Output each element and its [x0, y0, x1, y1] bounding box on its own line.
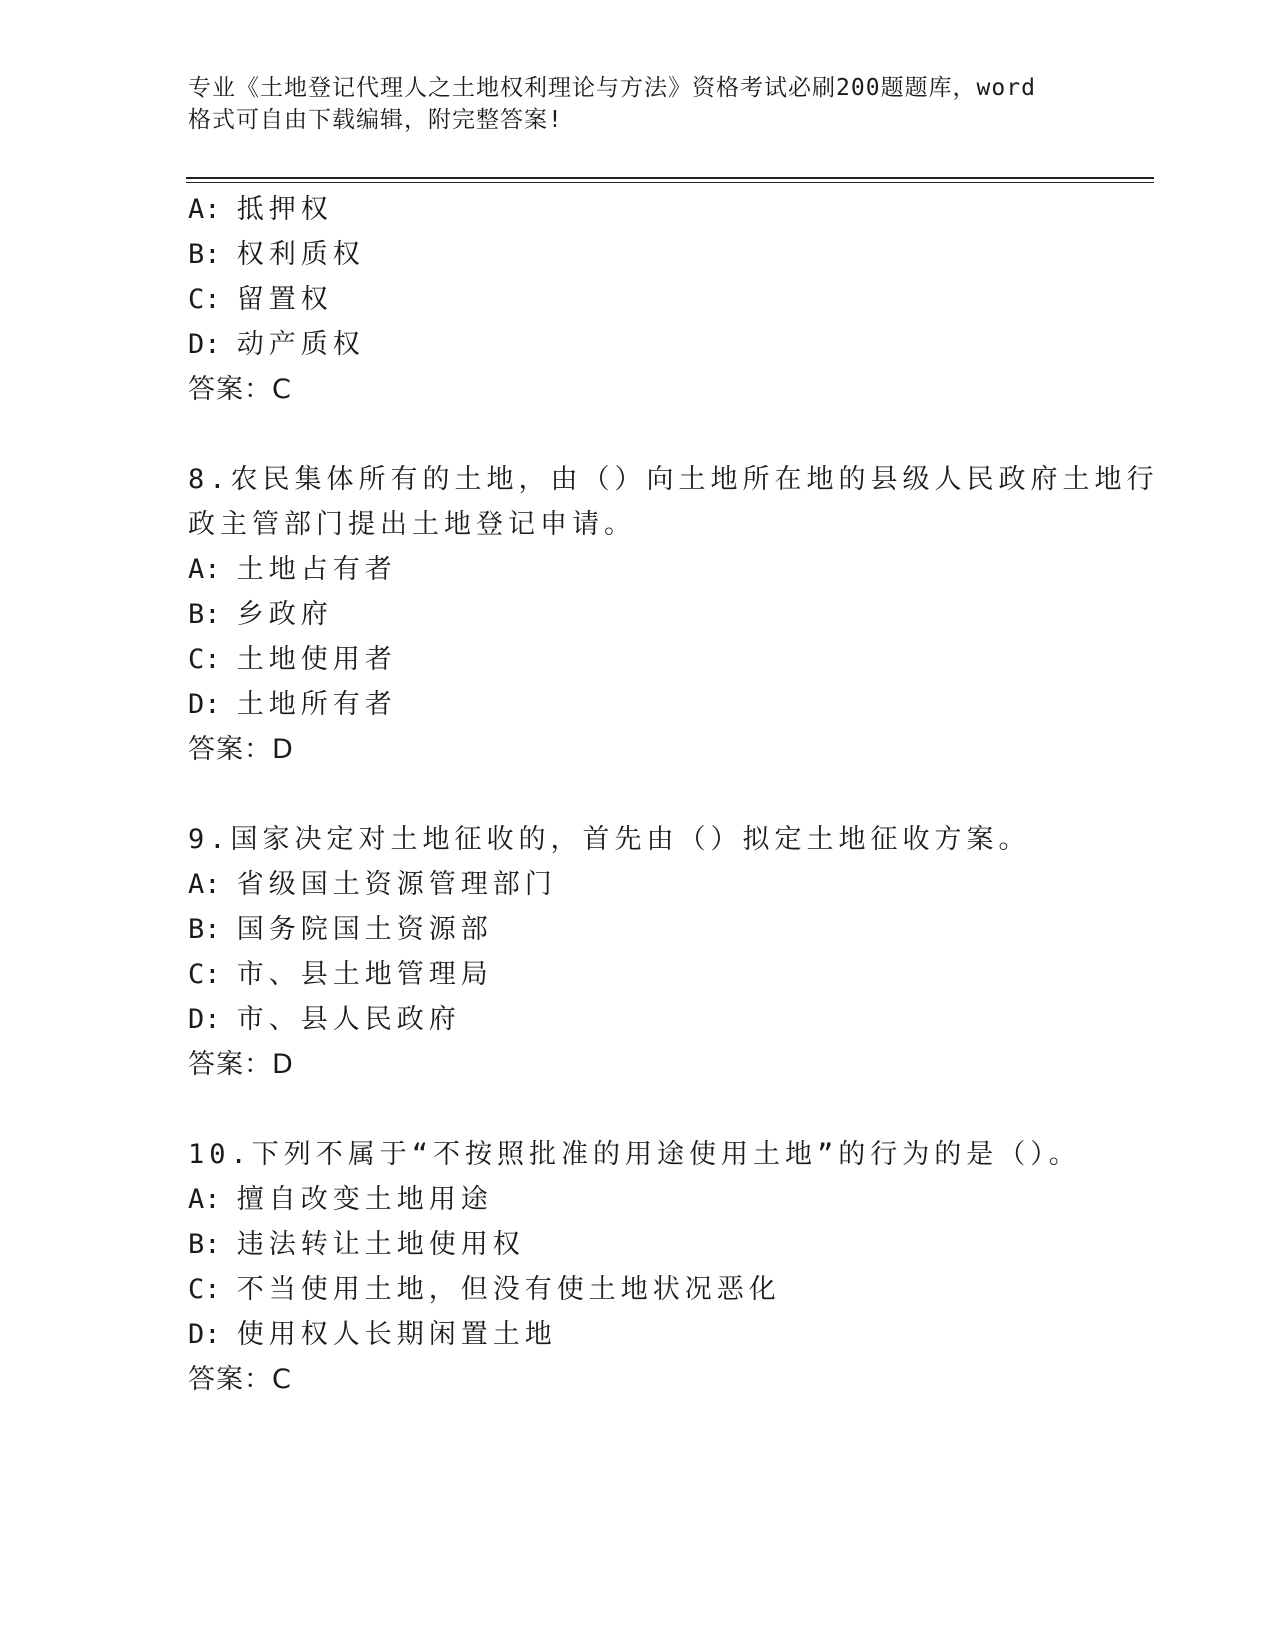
option-key: B: — [188, 599, 221, 630]
option-text: 抵押权 — [236, 194, 333, 225]
q8-answer: 答案：D — [188, 734, 294, 765]
option-key: D: — [188, 689, 221, 720]
option-key: C: — [188, 1274, 221, 1305]
q10-option-d — [188, 1319, 557, 1351]
option-text: 权利质权 — [236, 239, 365, 270]
option-key: C: — [188, 644, 221, 675]
q8-option-a — [188, 554, 397, 586]
option-text: 土地占有者 — [236, 554, 397, 585]
option-key: A: — [188, 554, 221, 585]
q10-option-b — [188, 1229, 525, 1261]
q9-option-b — [188, 914, 493, 946]
q9-option-c — [188, 959, 493, 991]
q10-option-a — [188, 1184, 493, 1216]
option-key: B: — [188, 1229, 221, 1260]
document-header — [188, 72, 1068, 136]
option-text: 乡政府 — [236, 599, 333, 630]
option-text: 违法转让土地使用权 — [236, 1229, 525, 1260]
q9-option-d — [188, 1004, 461, 1036]
header-line-2: 格式可自由下载编辑，附完整答案! — [188, 107, 563, 133]
option-key: B: — [188, 239, 221, 270]
header-line-1: 专业《土地登记代理人之土地权利理论与方法》资格考试必刷200题题库，word — [188, 75, 1036, 101]
q10-answer: 答案：C — [188, 1364, 292, 1395]
q10-option-c — [188, 1274, 781, 1306]
option-key: A: — [188, 194, 221, 225]
q7-option-a — [188, 194, 333, 226]
header-divider — [186, 177, 1154, 183]
q10-stem-line-1: 10.下列不属于“不按照批准的用途使用土地”的行为的是（）。 — [188, 1139, 1081, 1170]
option-text: 动产质权 — [236, 329, 365, 360]
option-text: 省级国土资源管理部门 — [236, 869, 557, 900]
option-key: A: — [188, 869, 221, 900]
q8-option-c — [188, 644, 397, 676]
option-text: 土地使用者 — [236, 644, 397, 675]
option-key: D: — [188, 1004, 221, 1035]
q8-stem-line-2: 政主管部门提出土地登记申请。 — [188, 509, 636, 540]
option-key: C: — [188, 959, 221, 990]
option-text: 使用权人长期闲置土地 — [236, 1319, 557, 1350]
q8-stem-line-1: 8.农民集体所有的土地，由（）向土地所在地的县级人民政府土地行 — [188, 464, 1159, 495]
option-text: 国务院国土资源部 — [236, 914, 493, 945]
option-text: 留置权 — [236, 284, 333, 315]
q7-option-b — [188, 239, 365, 271]
option-key: D: — [188, 329, 221, 360]
option-text: 市、县土地管理局 — [236, 959, 493, 990]
option-text: 土地所有者 — [236, 689, 397, 720]
option-key: B: — [188, 914, 221, 945]
option-key: C: — [188, 284, 221, 315]
q8-option-d — [188, 689, 397, 721]
q8-option-b — [188, 599, 333, 631]
q7-option-d — [188, 329, 365, 361]
option-text: 市、县人民政府 — [236, 1004, 461, 1035]
q9-option-a — [188, 869, 557, 901]
option-key: A: — [188, 1184, 221, 1215]
q9-stem-line-1: 9.国家决定对土地征收的，首先由（）拟定土地征收方案。 — [188, 824, 1031, 855]
q7-option-c — [188, 284, 333, 316]
option-key: D: — [188, 1319, 221, 1350]
option-text: 擅自改变土地用途 — [236, 1184, 493, 1215]
q9-answer: 答案：D — [188, 1049, 294, 1080]
q7-answer: 答案：C — [188, 374, 292, 405]
option-text: 不当使用土地，但没有使土地状况恶化 — [236, 1274, 781, 1305]
